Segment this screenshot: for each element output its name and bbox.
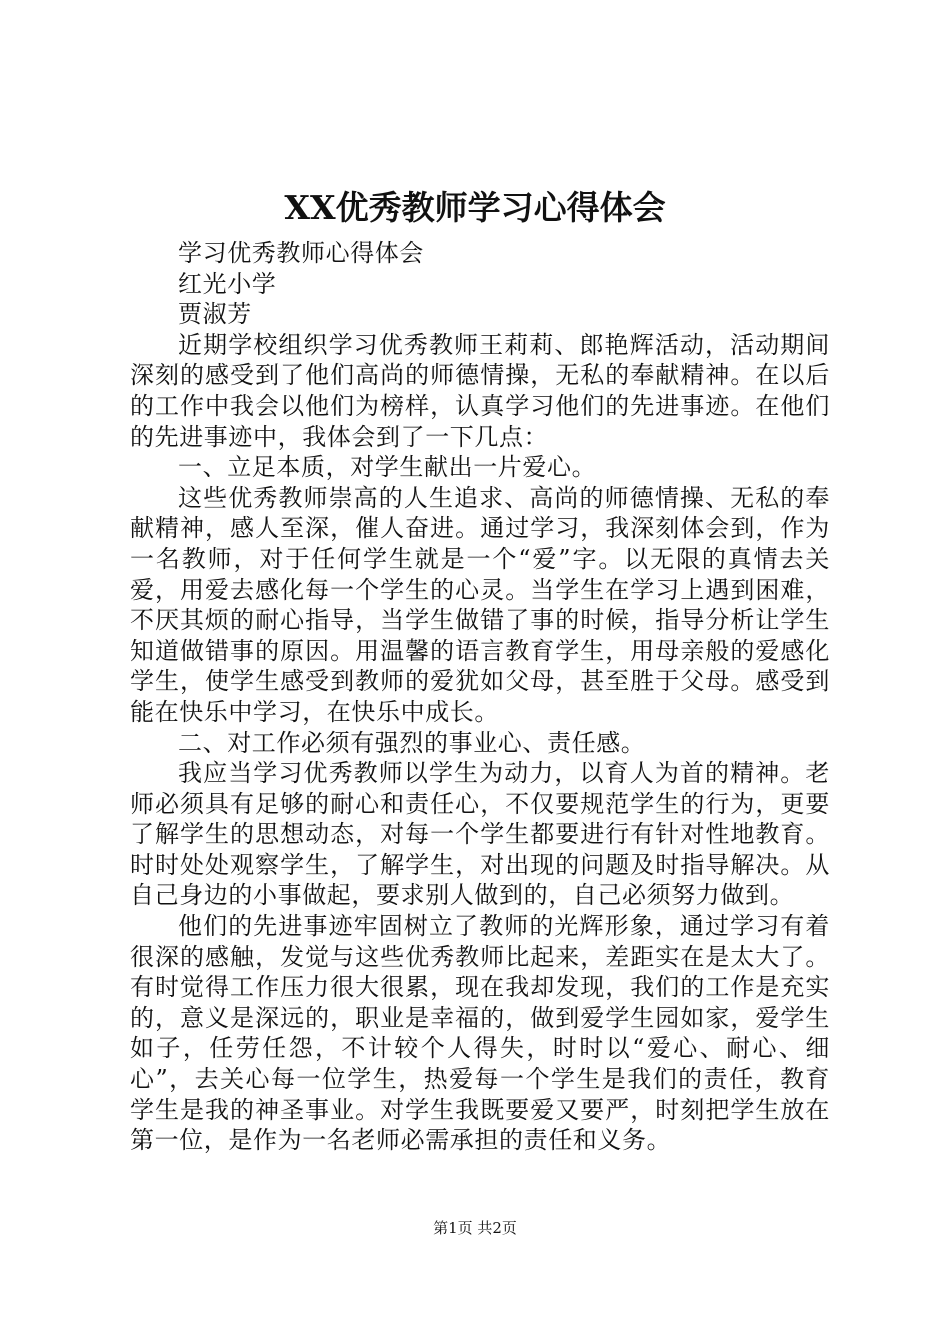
- page-number-footer: 第1页 共2页: [433, 1219, 517, 1237]
- paragraph-intro: 近期学校组织学习优秀教师王莉莉、郎艳辉活动，活动期间深刻的感受到了他们高尚的师德情操，无私的奉献精神。在以后的工作中我会以他们为榜样，认真学习他们的先进事迹。在他们的先进事迹中，我体会到了一下几点：: [130, 330, 830, 451]
- paragraph-heading-2: 二、对工作必须有强烈的事业心、责任感。: [178, 728, 646, 757]
- paragraph-body-3: 他们的先进事迹牢固树立了教师的光辉形象，通过学习有着很深的感触，发觉与这些优秀教师比起来，差距实在是太大了。有时觉得工作压力很大很累，现在我却发现，我们的工作是充实的，意义是深远的，职业是幸福的，做到爱学生园如家，爱学生如子，任劳任怨，不计较个人得失，时时以“爱心、耐心、细心”，去关心每一位学生，热爱每一个学生是我们的责任，教育学生是我的神圣事业。对学生我既要爱又要严，时刻把学生放在第一位，是作为一名老师必需承担的责任和义务。: [130, 912, 830, 1155]
- paragraph-school: 红光小学: [178, 269, 277, 298]
- paragraph-subtitle: 学习优秀教师心得体会: [178, 239, 424, 267]
- paragraph-author: 贾淑芳: [178, 300, 252, 329]
- document-title: XX优秀教师学习心得体会: [284, 188, 666, 227]
- document-body: [130, 238, 830, 1156]
- paragraph-body-2: 我应当学习优秀教师以学生为动力，以育人为首的精神。老师必须具有足够的耐心和责任心，不仅要规范学生的行为，更要了解学生的思想动态，对每一个学生都要进行有针对性地教育。时时处处观察学生，了解学生，对出现的问题及时指导解决。从自己身边的小事做起，要求别人做到的，自己必须努力做到。: [130, 759, 830, 910]
- paragraph-body-1: 这些优秀教师崇高的人生追求、高尚的师德情操、无私的奉献精神，感人至深，催人奋进。通过学习，我深刻体会到，作为一名教师，对于任何学生就是一个“爱”字。以无限的真情去关爱，用爱去感化每一个学生的心灵。当学生在学习上遇到困难，不厌其烦的耐心指导，当学生做错了事的时候，指导分析让学生知道做错事的原因。用温馨的语言教育学生，用母亲般的爱感化学生，使学生感受到教师的爱犹如父母，甚至胜于父母。感受到能在快乐中学习，在快乐中成长。: [130, 483, 830, 726]
- paragraph-heading-1: 一、立足本质，对学生献出一片爱心。: [178, 453, 597, 482]
